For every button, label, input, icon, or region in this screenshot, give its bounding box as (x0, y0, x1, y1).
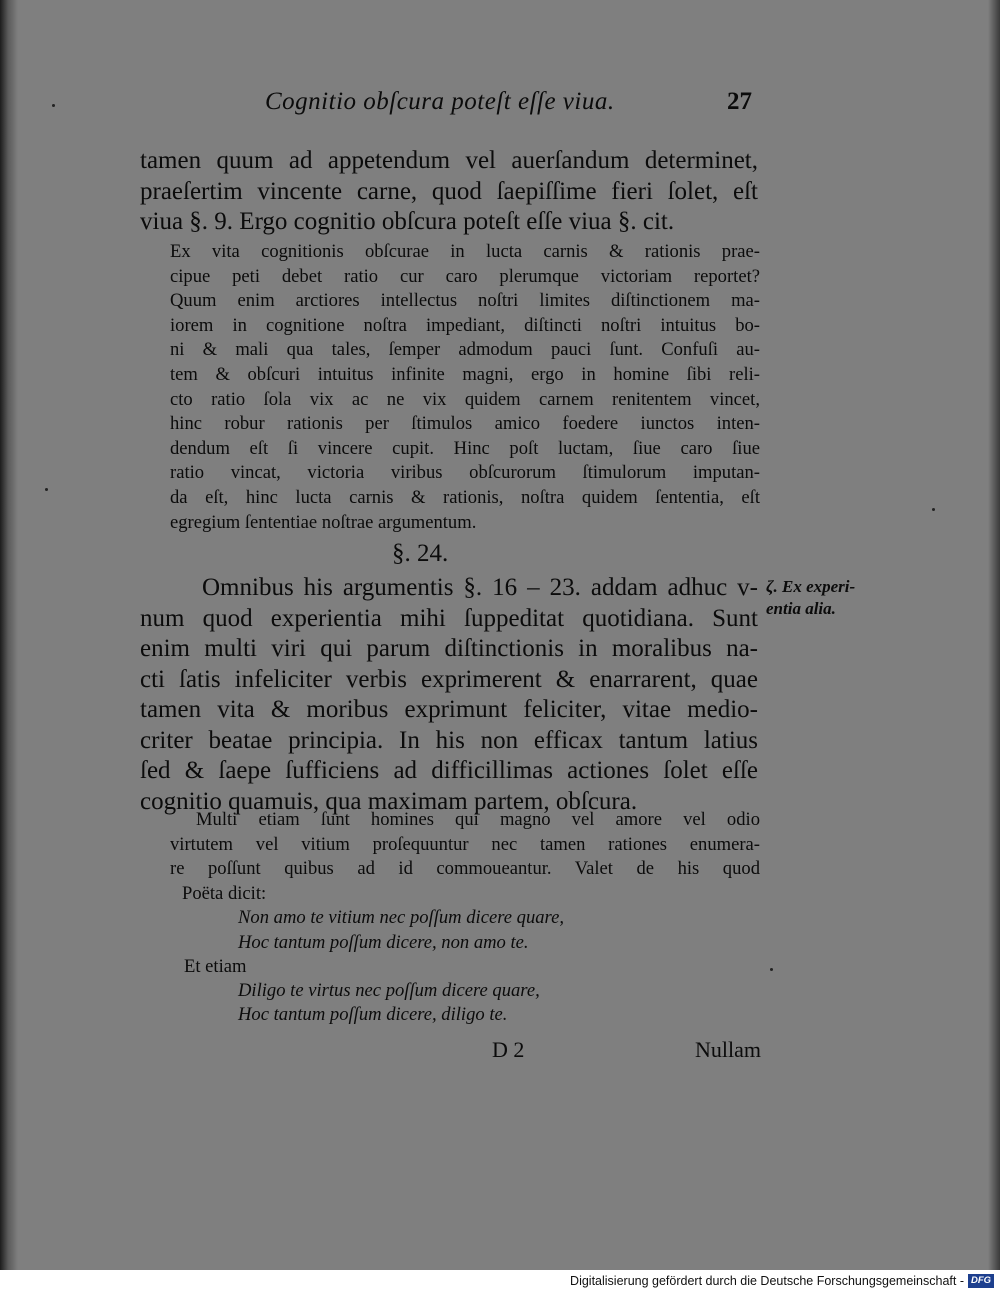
dfg-logo-icon: DFG (968, 1274, 994, 1288)
text-line: tamen vita & moribus exprimunt feliciter, vitae medio- (140, 696, 758, 723)
text-line: viua §. 9. Ergo cognitio obſcura poteſt eſſe viua §. cit. (140, 208, 675, 235)
catchword: Nullam (695, 1037, 761, 1062)
paragraph-1 (140, 146, 758, 238)
text-line: re poſſunt quibus ad id commoueantur. Valet de his quod (170, 858, 760, 880)
text-line: ſed & ſaepe ſufficiens ad difficillimas actiones ſolet eſſe (140, 757, 758, 784)
ink-speck (770, 968, 773, 971)
text-line: virtutem vel vitium proſequuntur nec tamen rationes enumera- (170, 833, 760, 855)
paragraph-4 (170, 808, 760, 882)
poetry-block (170, 882, 730, 1028)
paragraph-2 (170, 240, 760, 535)
poetry-connector: Et etiam (184, 955, 247, 977)
text-line: da eſt, hinc lucta carnis & rationis, noſtra quidem ſententia, eſt (170, 486, 760, 508)
footer-bar (0, 1270, 1000, 1291)
verse-line: Diligo te virtus nec poſſum dicere quare, (238, 980, 540, 1002)
text-line: criter beatae principia. In his non efficax tantum latius (140, 726, 758, 754)
text-line: Ex vita cognitionis obſcurae in lucta carnis & rationis prae- (170, 241, 760, 262)
signature-mark: D 2 (492, 1037, 525, 1062)
page-header (265, 88, 765, 128)
text-line: hinc robur rationis per ſtimulos amico foedere iunctos inten- (170, 413, 760, 435)
text-line: egregium ſententiae noſtrae argumentum. (170, 511, 477, 533)
page-number: 27 (727, 88, 752, 115)
text-line: dendum eſt ſi vincere cupit. Hinc poſt luctam, ſiue caro ſiue (170, 437, 760, 459)
verse-line: Hoc tantum poſſum dicere, non amo te. (238, 931, 529, 953)
text-line: iorem in cognitione noſtra impediant, diſtincti noſtri intuitus bo- (170, 314, 760, 336)
text-line: cipue peti debet ratio cur caro plerumque victoriam reportet? (170, 265, 760, 287)
verse-line: Non amo te vitium nec poſſum dicere quare, (238, 907, 565, 929)
verse-line: Hoc tantum poſſum dicere, diligo te. (238, 1004, 508, 1026)
page-binding-edge (0, 0, 18, 1270)
text-line: tamen quum ad appetendum vel auerſandum determinet, (140, 147, 758, 174)
text-line: ratio vincat, victoria viribus obſcurorum ſtimulorum imputan- (170, 462, 760, 484)
poetry-intro: Poëta dicit: (182, 883, 267, 904)
text-line: Omnibus his argumentis §. 16 – 23. addam adhuc v- (202, 574, 758, 601)
ink-speck (52, 104, 55, 107)
text-line: Quum enim arctiores intellectus noſtri limites diſtinctionem ma- (170, 290, 760, 312)
ink-speck (45, 488, 48, 491)
margin-note (766, 576, 855, 620)
text-line: Multi etiam ſunt homines qui magno vel amore vel odio (196, 809, 760, 830)
text-line: enim multi viri qui parum diſtinctionis in moralibus na- (140, 635, 758, 662)
text-line: ni & mali qua tales, ſemper admodum pauci ſunt. Confuſi au- (170, 339, 760, 361)
page-right-edge (988, 0, 1000, 1270)
running-title: Cognitio obſcura poteſt eſſe viua. (265, 88, 615, 115)
text-line: cognitio quamuis, qua maximam partem, obſcura. (140, 787, 638, 815)
ink-speck (932, 508, 935, 511)
text-line: num quod experientia mihi ſuppeditat quotidiana. Sunt (140, 604, 758, 632)
margin-note-line: ζ. Ex experi- (766, 577, 856, 596)
footer-credit: Digitalisierung gefördert durch die Deutsche Forschungsgemeinschaft - (570, 1274, 964, 1288)
section-heading: §. 24. (392, 540, 449, 567)
margin-note-line: entia alia. (766, 599, 836, 618)
text-line: cti ſatis infeliciter verbis exprimerent & enarrarent, quae (140, 665, 758, 693)
text-line: cto ratio ſola vix ac ne vix quidem carnem renitentem vincet, (170, 388, 760, 410)
text-line: tem & obſcuri intuitus infinite magni, ergo in homine ſibi reli- (170, 363, 760, 385)
paragraph-3 (140, 573, 758, 817)
text-line: praeſertim vincente carne, quod ſaepiſſime fieri ſolet, eſt (140, 177, 758, 205)
